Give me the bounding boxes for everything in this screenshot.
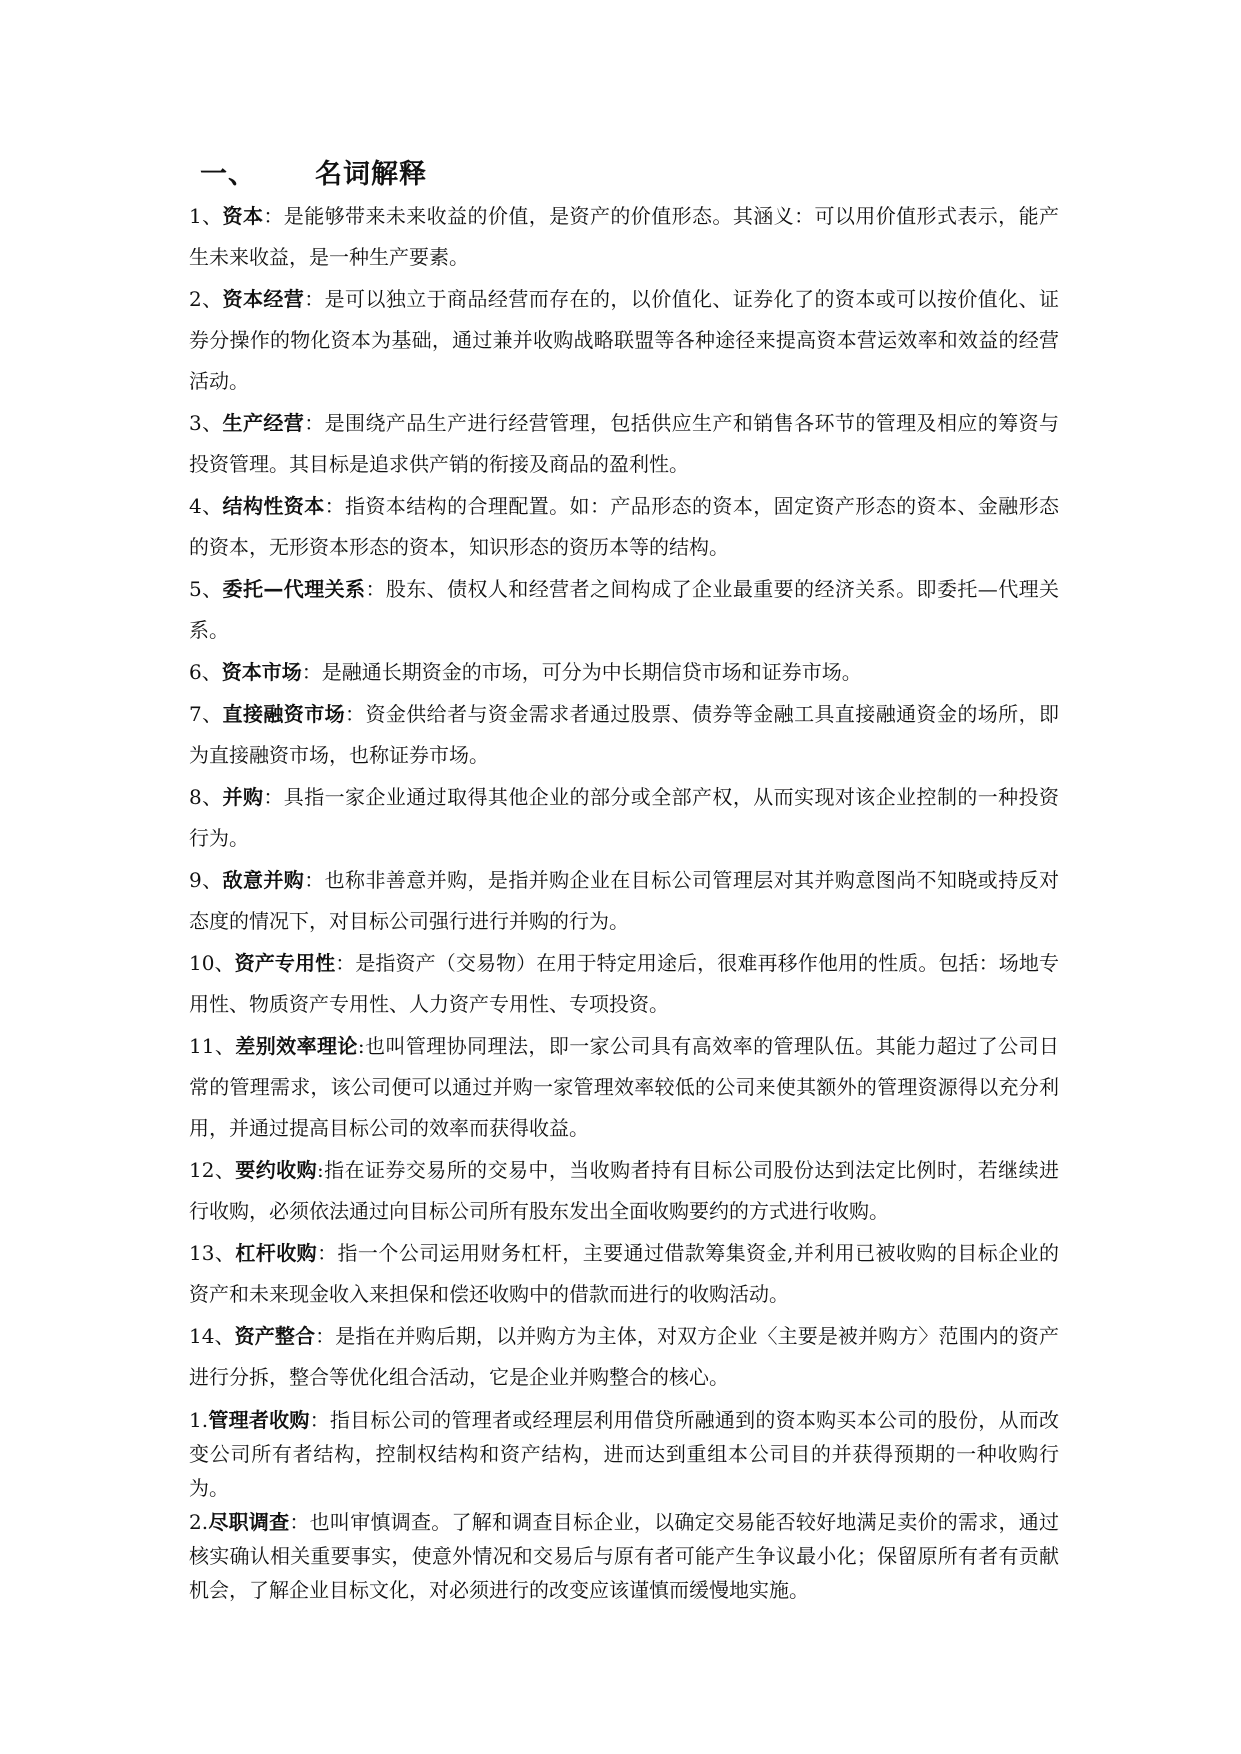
term-separator: ：	[301, 660, 322, 684]
term-separator: ：	[304, 287, 325, 311]
term: 结构性资本	[222, 494, 325, 518]
definition-text: 是围绕产品生产进行经营管理，包括供应生产和销售各环节的管理及相应的筹资与投资管理。其目标是追求供产销的衔接及商品的盈利性。	[189, 411, 1060, 476]
term: 资本经营	[222, 287, 305, 311]
definition-list	[189, 196, 1059, 1399]
term: 管理者收购	[208, 1408, 310, 1432]
term-separator: ：	[335, 951, 356, 975]
definition-text: 股东、债权人和经营者之间构成了企业最重要的经济关系。即委托—代理关系。	[189, 577, 1060, 642]
term: 资产专用性	[234, 951, 336, 975]
item-number: 11、	[189, 1034, 236, 1058]
definition-text: 资金供给者与资金需求者通过股票、债券等金融工具直接融通资金的场所，即为直接融资市场，也称证券市场。	[189, 702, 1060, 767]
item-number: 6、	[189, 660, 222, 684]
term-separator: ：	[304, 868, 325, 892]
term: 尽职调查	[208, 1510, 290, 1534]
definition-text: 是可以独立于商品经营而存在的，以价值化、证券化了的资本或可以按价值化、证券分操作的物化资本为基础，通过兼并收购战略联盟等各种途径来提高资本营运效率和效益的经营活动。	[189, 287, 1060, 393]
term: 要约收购	[235, 1158, 317, 1182]
definition-text: 是指在并购后期，以并购方为主体，对双方企业〈主要是被并购方〉范围内的资产进行分拆，整合等优化组合活动，它是企业并购整合的核心。	[189, 1324, 1060, 1389]
definition-item	[189, 860, 1059, 942]
definition-item	[189, 694, 1059, 776]
term: 生产经营	[222, 411, 305, 435]
item-number: 13、	[189, 1241, 236, 1265]
item-number: 2.	[189, 1510, 209, 1534]
term-separator: :	[317, 1158, 324, 1182]
definition-text: 指目标公司的管理者或经理层利用借贷所融通到的资本购买本公司的股份，从而改变公司所有者结构，控制权结构和资产结构，进而达到重组本公司目的并获得预期的一种收购行为。	[189, 1408, 1060, 1500]
section-title: 名词解释	[315, 159, 427, 190]
definition-item	[189, 196, 1059, 278]
item-number: 8、	[189, 785, 223, 809]
item-number: 9、	[189, 868, 223, 892]
term: 委托—代理关系	[222, 577, 366, 601]
term: 杠杆收购	[235, 1241, 318, 1265]
definition-item	[189, 403, 1059, 485]
definition-text: 是指资产（交易物）在用于特定用途后，很难再移作他用的性质。包括：场地专用性、物质资产专用性、人力资产专用性、专项投资。	[189, 951, 1060, 1016]
term-separator: ：	[317, 1241, 338, 1265]
definition-text: 指资本结构的合理配置。如：产品形态的资本，固定资产形态的资本、金融形态的资本，无形资本形态的资本，知识形态的资历本等的结构。	[189, 494, 1060, 559]
section-heading	[200, 152, 427, 191]
term-separator: ：	[324, 494, 346, 518]
term-separator: ：	[309, 1408, 330, 1432]
definition-text: 是能够带来未来收益的价值，是资产的价值形态。其涵义：可以用价值形式表示，能产生未来收益，是一种生产要素。	[189, 204, 1060, 269]
term-separator: ：	[315, 1324, 336, 1348]
definition-item	[189, 569, 1059, 651]
definition-item	[189, 777, 1059, 859]
term: 并购	[222, 785, 264, 809]
definition-item	[189, 943, 1059, 1025]
term-separator: ：	[304, 411, 325, 435]
definition-item	[189, 1316, 1059, 1398]
term-separator: ：	[289, 1510, 310, 1534]
item-number: 14、	[189, 1324, 235, 1348]
item-number: 7、	[189, 702, 223, 726]
section-number: 一、	[200, 159, 256, 190]
term: 资本	[222, 204, 264, 228]
item-number: 1.	[189, 1408, 209, 1432]
definition-text: 指在证券交易所的交易中，当收购者持有目标公司股份达到法定比例时，若继续进行收购，必须依法通过向目标公司所有股东发出全面收购要约的方式进行收购。	[189, 1158, 1060, 1223]
term: 敌意并购	[222, 868, 305, 892]
term-separator: ：	[263, 204, 284, 228]
item-number: 1、	[189, 204, 223, 228]
term-separator: ：	[345, 702, 366, 726]
term: 直接融资市场	[222, 702, 346, 726]
term: 资本市场	[221, 660, 302, 684]
definition-text: 也叫审慎调查。了解和调查目标企业，以确定交易能否较好地满足卖价的需求，通过核实确认相关重要事实，使意外情况和交易后与原有者可能产生争议最小化；保留原所有者有贡献机会，了解企业目标文化，对必须进行的改变应该谨慎而缓慢地实施。	[189, 1510, 1060, 1602]
definition-text: 也叫管理协同理法，即一家公司具有高效率的管理队伍。其能力超过了公司日常的管理需求，该公司便可以通过并购一家管理效率较低的公司来使其额外的管理资源得以充分利用，并通过提高目标公司的效率而获得收益。	[189, 1034, 1060, 1140]
definition-text: 也称非善意并购，是指并购企业在目标公司管理层对其并购意图尚不知晓或持反对态度的情况下，对目标公司强行进行并购的行为。	[189, 868, 1060, 933]
term-separator: :	[357, 1034, 365, 1058]
term: 差别效率理论	[235, 1034, 358, 1058]
definition-item	[189, 486, 1059, 568]
item-number: 10、	[189, 951, 235, 975]
definition-item	[189, 1403, 1059, 1505]
item-number: 4、	[189, 494, 223, 518]
definition-text: 指一个公司运用财务杠杆，主要通过借款筹集资金,并利用已被收购的目标企业的资产和未来现金收入来担保和偿还收购中的借款而进行的收购活动。	[189, 1241, 1060, 1306]
item-number: 12、	[189, 1158, 236, 1182]
definition-item	[189, 279, 1059, 402]
item-number: 5、	[189, 577, 223, 601]
definition-item	[189, 1150, 1059, 1232]
term-separator: ：	[365, 577, 386, 601]
term-separator: ：	[263, 785, 284, 809]
item-number: 3、	[189, 411, 223, 435]
definition-item	[189, 1026, 1059, 1149]
definition-text: 是融通长期资金的市场，可分为中长期信贷市场和证券市场。	[321, 660, 862, 684]
definition-list-supplement	[189, 1403, 1059, 1607]
definition-item	[189, 1233, 1059, 1315]
definition-item	[189, 1505, 1059, 1607]
definition-text: 具指一家企业通过取得其他企业的部分或全部产权，从而实现对该企业控制的一种投资行为。	[189, 785, 1060, 850]
term: 资产整合	[234, 1324, 316, 1348]
definition-item	[189, 652, 1059, 693]
item-number: 2、	[189, 287, 223, 311]
